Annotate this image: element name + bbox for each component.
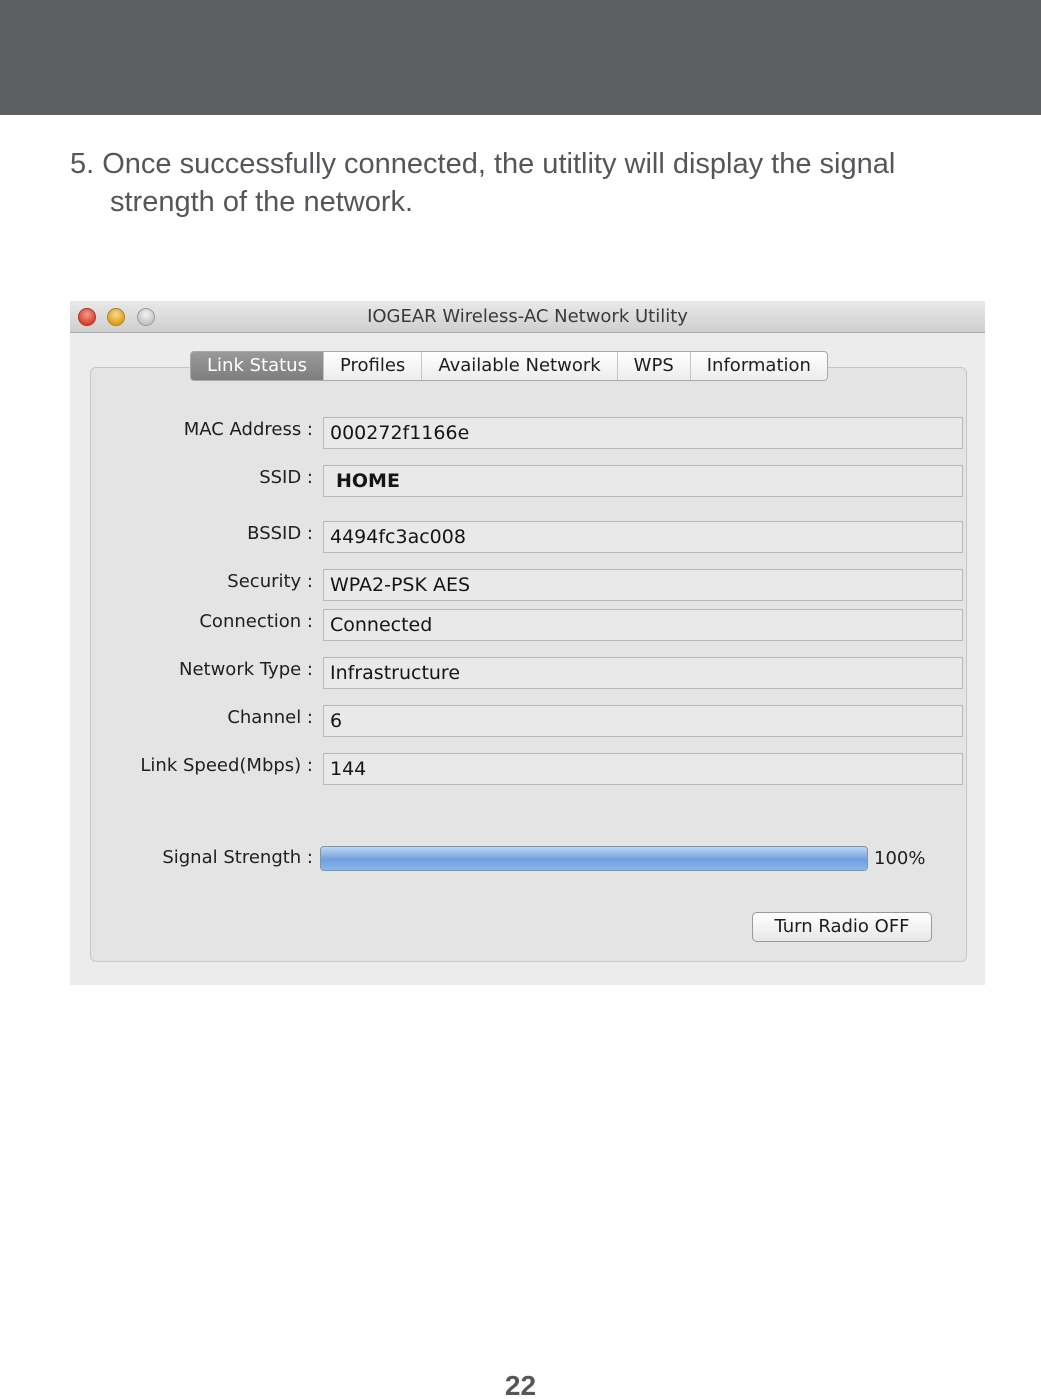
window-titlebar[interactable] (70, 301, 985, 333)
bssid-field: 4494fc3ac008 (323, 521, 963, 553)
signal-strength-percent: 100% (874, 848, 926, 869)
signal-strength-label: Signal Strength : (162, 847, 313, 868)
tab-bar (190, 351, 828, 381)
link-speed-field: 144 (323, 753, 963, 785)
channel-label: Channel : (227, 707, 313, 728)
link-speed-label: Link Speed(Mbps) : (140, 755, 313, 776)
tab-wps[interactable]: WPS (618, 352, 691, 380)
signal-strength-bar (320, 846, 868, 871)
security-field: WPA2-PSK AES (323, 569, 963, 601)
window-title: IOGEAR Wireless-AC Network Utility (367, 306, 688, 327)
signal-strength-fill (321, 847, 867, 870)
channel-field: 6 (323, 705, 963, 737)
turn-radio-off-button[interactable]: Turn Radio OFF (752, 912, 932, 942)
tab-information[interactable]: Information (706, 355, 811, 376)
mac-address-field: 000272f1166e (323, 417, 963, 449)
ssid-field: HOME (323, 465, 963, 497)
utility-window (70, 301, 985, 985)
mac-address-label: MAC Address : (183, 419, 313, 440)
connection-label: Connection : (199, 611, 313, 632)
instruction-text (70, 145, 970, 221)
header-band (0, 0, 1041, 115)
instruction-line-1: 5. Once successfully connected, the utitlity will display the signal (70, 148, 896, 180)
bssid-label: BSSID : (247, 523, 313, 544)
tab-link-status[interactable]: Link Status (191, 352, 324, 380)
connection-field: Connected (323, 609, 963, 641)
network-type-field: Infrastructure (323, 657, 963, 689)
network-type-label: Network Type : (178, 659, 313, 680)
page-number: 22 (504, 1370, 537, 1399)
instruction-line-2: strength of the network. (110, 186, 414, 218)
tab-available-network[interactable]: Available Network (422, 352, 617, 380)
security-label: Security : (227, 571, 313, 592)
tab-profiles[interactable]: Profiles (324, 352, 422, 380)
ssid-label: SSID : (259, 467, 313, 488)
